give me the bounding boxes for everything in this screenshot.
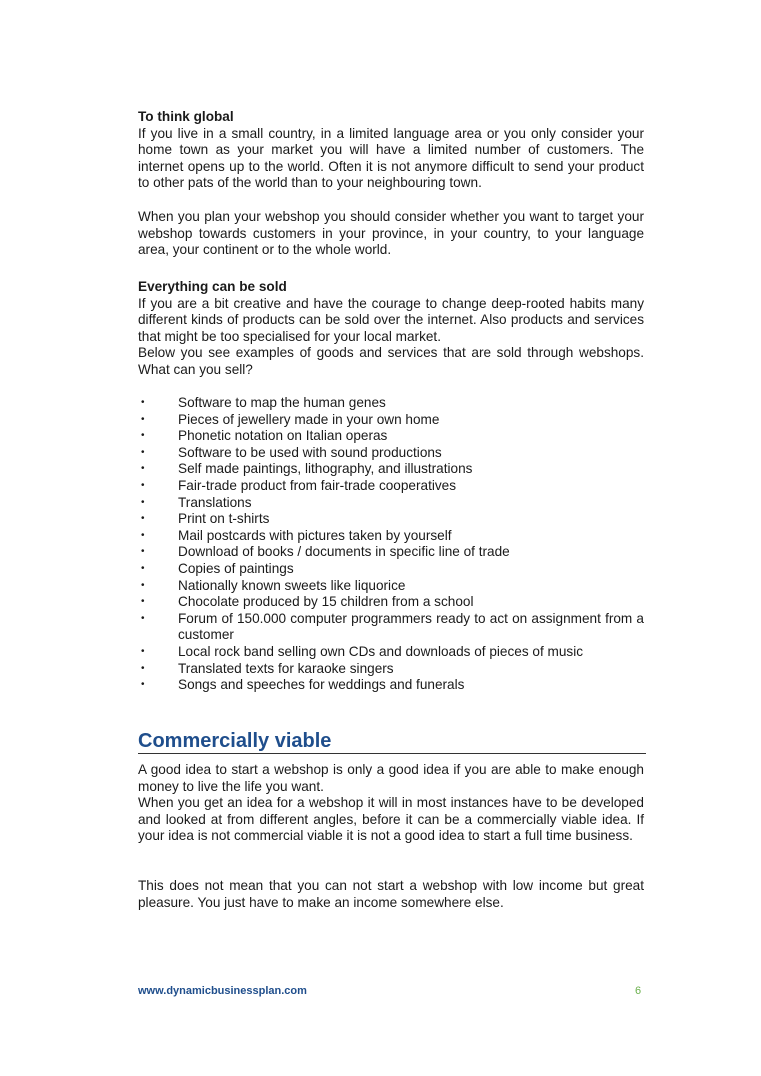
- bullet-icon: •: [141, 579, 145, 591]
- think-global-paragraph-1: If you live in a small country, in a limited language area or you only consider your home town as your market you will have a limited number of customers. The internet opens up to the world. Often it is not anymore difficult to send your product to other pats of the world than to your neighbouring town.: [138, 125, 644, 191]
- everything-sold-section: [138, 279, 644, 379]
- bullet-icon: •: [141, 679, 145, 691]
- list-item: • Software to map the human genes: [141, 395, 386, 410]
- bullet-icon: •: [141, 612, 145, 624]
- everything-sold-paragraph-2: Below you see examples of goods and services that are sold through webshops. What can you sell?: [138, 345, 644, 377]
- footer-website-link[interactable]: www.dynamicbusinessplan.com: [138, 985, 307, 997]
- think-global-paragraph-2: When you plan your webshop you should consider whether you want to target your webshop towards customers in your province, in your country, to your language area, your continent or to the whole world.: [138, 209, 644, 258]
- list-item: • Print on t-shirts: [141, 511, 270, 527]
- examples-list: [138, 395, 644, 694]
- commercially-viable-paragraph-2: When you get an idea for a webshop it will in most instances have to be developed and looked at from different angles, before it can be a commercially viable idea. If your idea is not commercial viable it is not a good idea to start a full time business.: [138, 795, 644, 844]
- think-global-heading: To think global: [138, 109, 234, 124]
- list-item: • Songs and speeches for weddings and funerals: [141, 677, 465, 693]
- commercially-viable-paragraph-1: A good idea to start a webshop is only a good idea if you are able to make enough money to live the life you want.: [138, 762, 644, 794]
- bullet-icon: •: [141, 430, 145, 442]
- list-item: • Chocolate produced by 15 children from a school: [141, 594, 474, 610]
- commercially-viable-body: [138, 762, 644, 845]
- bullet-icon: •: [141, 513, 145, 525]
- list-item: • Self made paintings, lithography, and illustrations: [141, 461, 473, 477]
- list-item: • Software to be used with sound productions: [141, 444, 442, 460]
- list-item: • Forum of 150.000 computer programmers ready to act on assignment from a customer: [141, 610, 644, 643]
- list-item: • Fair-trade product from fair-trade cooperatives: [141, 477, 457, 493]
- list-item: • Local rock band selling own CDs and downloads of pieces of music: [141, 643, 584, 659]
- bullet-icon: •: [141, 463, 145, 475]
- bullet-icon: •: [141, 562, 145, 574]
- section-divider: [138, 753, 646, 754]
- bullet-icon: •: [141, 546, 145, 558]
- bullet-icon: •: [141, 529, 145, 541]
- section-title: Commercially viable: [138, 730, 332, 752]
- bullet-icon: •: [141, 446, 145, 458]
- bullet-icon: •: [141, 479, 145, 491]
- examples-list-block: [138, 395, 644, 694]
- commercially-viable-section: [138, 729, 644, 755]
- bullet-icon: •: [141, 413, 145, 425]
- think-global-paragraph-2-block: [138, 209, 644, 259]
- list-item: • Download of books / documents in specific line of trade: [141, 544, 510, 560]
- page-number: 6: [635, 985, 642, 997]
- list-item: • Translated texts for karaoke singers: [141, 660, 394, 676]
- bullet-icon: •: [141, 596, 145, 608]
- everything-sold-heading: Everything can be sold: [138, 279, 287, 294]
- bullet-icon: •: [141, 662, 145, 674]
- think-global-section: [138, 109, 644, 192]
- bullet-icon: •: [141, 645, 145, 657]
- list-item: • Mail postcards with pictures taken by yourself: [141, 527, 452, 543]
- list-item: • Pieces of jewellery made in your own home: [141, 411, 440, 427]
- list-item: • Phonetic notation on Italian operas: [141, 428, 388, 444]
- commercially-viable-paragraph-3: This does not mean that you can not start a webshop with low income but great pleasure. You just have to make an income somewhere else.: [138, 878, 644, 910]
- bullet-icon: •: [141, 397, 145, 408]
- list-item: • Translations: [141, 494, 252, 510]
- commercially-viable-paragraph-3-block: [138, 878, 644, 911]
- everything-sold-paragraph-1: If you are a bit creative and have the courage to change deep-rooted habits many different kinds of products can be sold over the internet. Also products and services that might be too specialised for your local market.: [138, 295, 644, 344]
- list-item: • Copies of paintings: [141, 560, 294, 576]
- list-item: • Nationally known sweets like liquorice: [141, 577, 406, 593]
- bullet-icon: •: [141, 496, 145, 508]
